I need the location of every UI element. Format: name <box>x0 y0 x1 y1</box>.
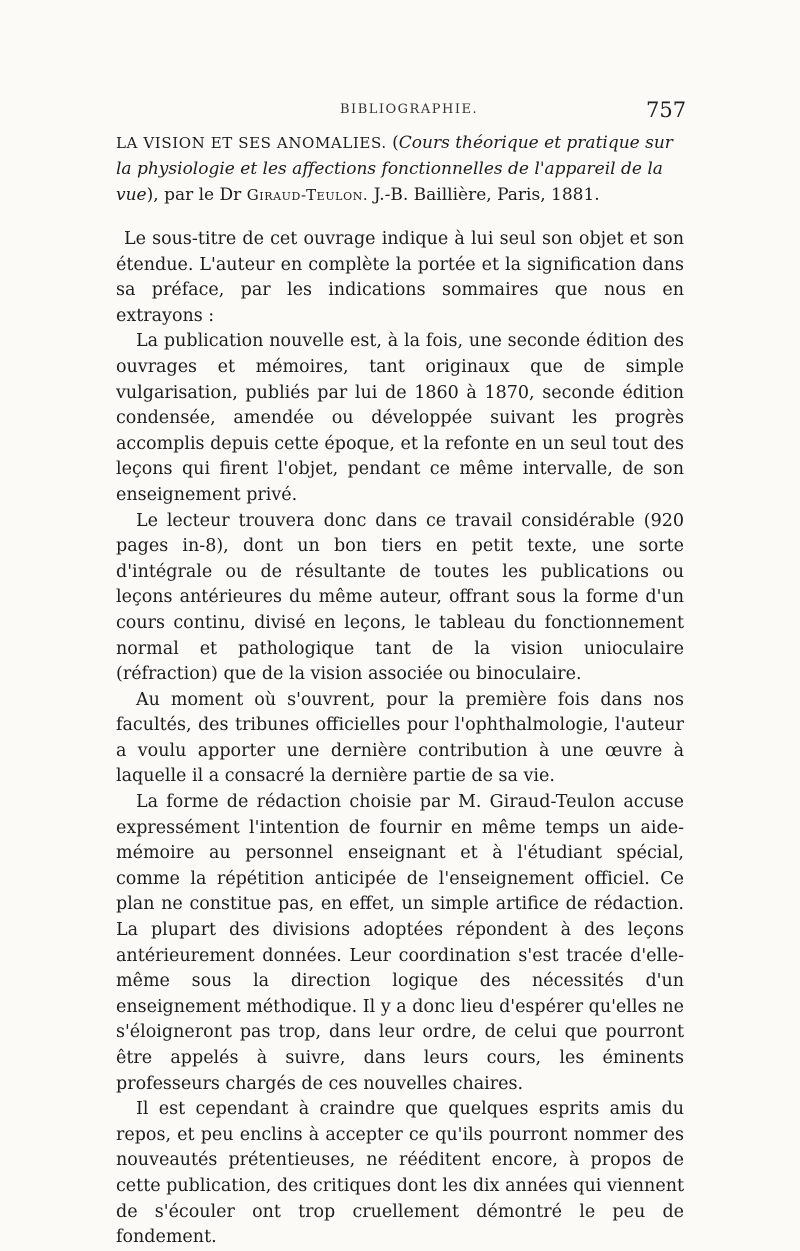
entry-author-prefix: Dr <box>219 185 242 205</box>
page-number: 757 <box>646 98 687 122</box>
running-head <box>0 98 800 128</box>
entry-publisher: J.-B. Baillière, Paris, 1881. <box>373 185 600 205</box>
entry-author: Giraud-Teulon. <box>246 186 369 204</box>
paragraph: Au moment où s'ouvrent, pour la première fois dans nos facultés, des tribunes officielles pour l'ophthalmologie, l'auteur a voulu apporter une dernière contribution à une œuvre à laquelle il a consacré la dernière partie de sa vie. <box>116 689 684 787</box>
bibliographic-entry <box>116 130 684 208</box>
paragraph: Le lecteur trouvera donc dans ce travail considérable (920 pages in-8), dont un bon tiers en petit texte, une sorte d'intégrale ou de résultante de toutes les publications ou leçons antérieures du même auteur, offrant sous la forme d'un cours continu, divisé en leçons, le tableau du fonctionnement normal et pathologique tant de la vision unioculaire (réfraction) que de la vision associée ou binoculaire. <box>116 510 684 685</box>
review-body <box>116 227 684 1251</box>
entry-subtitle-open: ( <box>392 133 399 153</box>
entry-title: LA VISION ET SES ANOMALIES. <box>116 134 387 152</box>
entry-subtitle: Cours théorique et pratique sur la physiologie et les affections fonctionnelles de l'appareil de la vue <box>116 133 673 205</box>
paragraph: Le sous-titre de cet ouvrage indique à lui seul son objet et son étendue. L'auteur en complète la portée et la signification dans sa préface, par les indications sommaires que nous en extrayons : <box>116 229 684 326</box>
paragraph: La forme de rédaction choisie par M. Giraud-Teulon accuse expressément l'intention de fournir en même temps un aide-mémoire au personnel enseignant et à l'étudiant spécial, comme la répétition anticipée de l'enseignement officiel. Ce plan ne constitue pas, en effet, un simple artifice de rédaction. La plupart des divisions adoptées répondent à des leçons antérieurement données. Leur coordination s'est tracée d'elle-même sous la direction logique des nécessités d'un enseignement méthodique. Il y a donc lieu d'espérer qu'elles ne s'éloigneront pas trop, dans leur ordre, de celui que pourront être appelés à suivre, dans leurs cours, les éminents professeurs chargés de ces nouvelles chaires. <box>116 792 684 1094</box>
paragraph: La publication nouvelle est, à la fois, une seconde édition des ouvrages et mémoires, tant originaux que de simple vulgarisation, publiés par lui de 1860 à 1870, seconde édition condensée, amendée ou développée suivant les progrès accomplis depuis cette époque, et la refonte en un seul tout des leçons qui firent l'objet, pendant ce même intervalle, de son enseignement privé. <box>116 331 685 505</box>
entry-subtitle-close: ), par le <box>146 185 215 205</box>
paragraph: Il est cependant à craindre que quelques esprits amis du repos, et peu enclins à accepter ce qu'ils pourront nommer des nouveautés prétentieuses, ne rééditent encore, à propos de cette publication, des critiques dont les dix années qui viennent de s'écouler ont trop cruellement démontré le peu de fondement. <box>116 1099 684 1248</box>
running-head-title: BIBLIOGRAPHIE. <box>340 102 479 117</box>
